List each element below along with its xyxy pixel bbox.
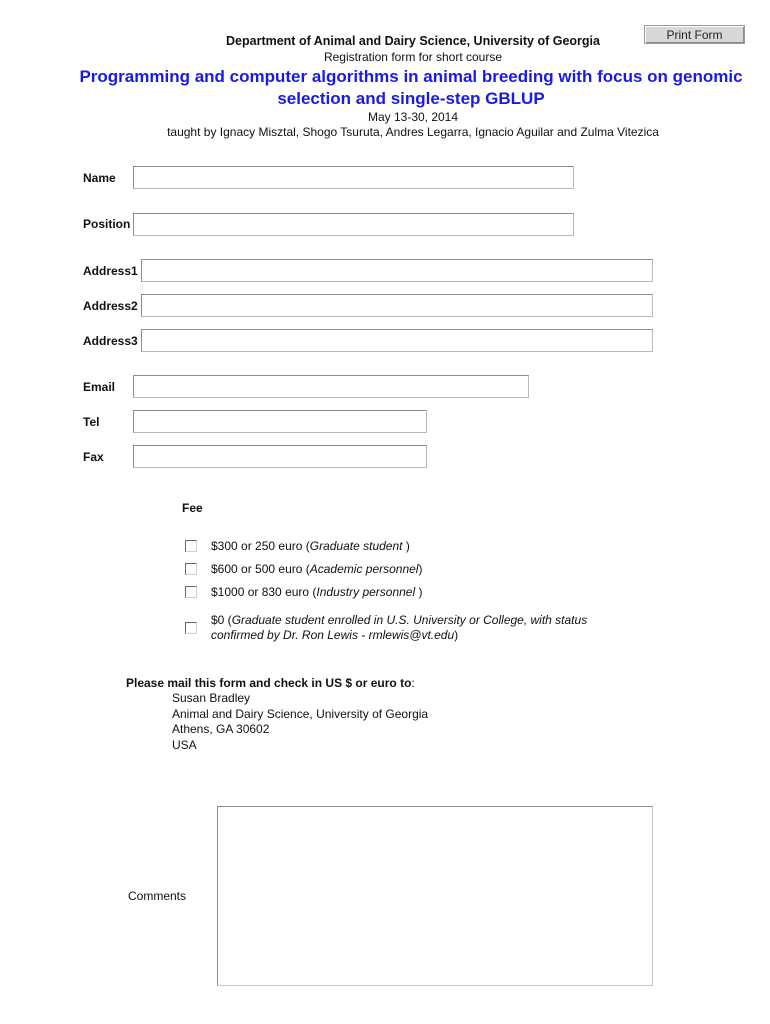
- address1-field[interactable]: [141, 259, 653, 282]
- mail-instructions-heading: [126, 676, 415, 690]
- fee-graduate-label: [211, 539, 410, 553]
- fee-us-student-label: [211, 613, 587, 643]
- fee-academic-checkbox[interactable]: [185, 563, 197, 575]
- mail-instructions-text: Please mail this form and check in US $ or euro to: [126, 676, 412, 690]
- fee-us-student-line-1: [211, 613, 587, 628]
- fee-academic-amount: $600 or 500 euro (: [211, 562, 310, 576]
- comments-field[interactable]: [217, 806, 653, 986]
- mail-address-line: USA: [172, 738, 197, 752]
- name-field[interactable]: [133, 166, 574, 189]
- fax-field[interactable]: [133, 445, 427, 468]
- fee-us-student-category: Graduate student enrolled in U.S. University or College, with status: [231, 613, 588, 627]
- fee-us-student-amount: $0 (: [211, 613, 232, 627]
- fee-industry-amount: $1000 or 830 euro (: [211, 585, 317, 599]
- fee-graduate-category: Graduate student: [309, 539, 406, 553]
- fax-label: Fax: [83, 450, 104, 464]
- fee-industry-close: ): [418, 585, 423, 599]
- course-dates: May 13-30, 2014: [367, 110, 459, 124]
- email-field[interactable]: [133, 375, 529, 398]
- tel-field[interactable]: [133, 410, 427, 433]
- address3-label: Address3: [83, 334, 138, 348]
- fee-academic-category: Academic personnel: [309, 562, 419, 576]
- fee-academic-close: ): [418, 562, 423, 576]
- position-field[interactable]: [133, 213, 574, 236]
- course-title-line-2: selection and single-step GBLUP: [277, 89, 545, 108]
- fee-us-student-checkbox[interactable]: [185, 622, 197, 634]
- position-label: Position: [83, 217, 131, 231]
- department-heading: Department of Animal and Dairy Science, University of Georgia: [226, 34, 600, 48]
- fee-us-student-line-2: [211, 628, 587, 643]
- fee-industry-label: [211, 585, 422, 599]
- email-label: Email: [83, 380, 116, 394]
- print-form-button[interactable]: Print Form: [644, 25, 745, 44]
- form-subtitle: Registration form for short course: [323, 50, 503, 64]
- comments-label: Comments: [128, 889, 187, 903]
- course-title-line-1: Programming and computer algorithms in animal breeding with focus on genomic: [79, 67, 743, 86]
- name-label: Name: [83, 171, 116, 185]
- fee-industry-category: Industry personnel: [316, 585, 419, 599]
- fee-graduate-amount: $300 or 250 euro (: [211, 539, 310, 553]
- course-instructors: taught by Ignacy Misztal, Shogo Tsuruta, Andres Legarra, Ignacio Aguilar and Zulma Vitezica: [167, 125, 659, 139]
- tel-label: Tel: [83, 415, 100, 429]
- course-title: [60, 66, 762, 110]
- mail-address-line: Animal and Dairy Science, University of Georgia: [172, 707, 429, 721]
- fee-us-student-contact: confirmed by Dr. Ron Lewis - rmlewis@vt.edu: [211, 628, 455, 642]
- address3-field[interactable]: [141, 329, 653, 352]
- mail-instructions-colon: :: [411, 676, 415, 690]
- address2-label: Address2: [83, 299, 138, 313]
- fee-academic-label: [211, 562, 422, 576]
- fee-graduate-close: ): [405, 539, 410, 553]
- fee-us-student-close: ): [454, 628, 459, 642]
- address1-label: Address1: [83, 264, 138, 278]
- fee-industry-checkbox[interactable]: [185, 586, 197, 598]
- mail-address-line: Susan Bradley: [172, 691, 251, 705]
- fee-heading: Fee: [182, 501, 203, 515]
- mail-address-line: Athens, GA 30602: [172, 722, 270, 736]
- address2-field[interactable]: [141, 294, 653, 317]
- fee-graduate-checkbox[interactable]: [185, 540, 197, 552]
